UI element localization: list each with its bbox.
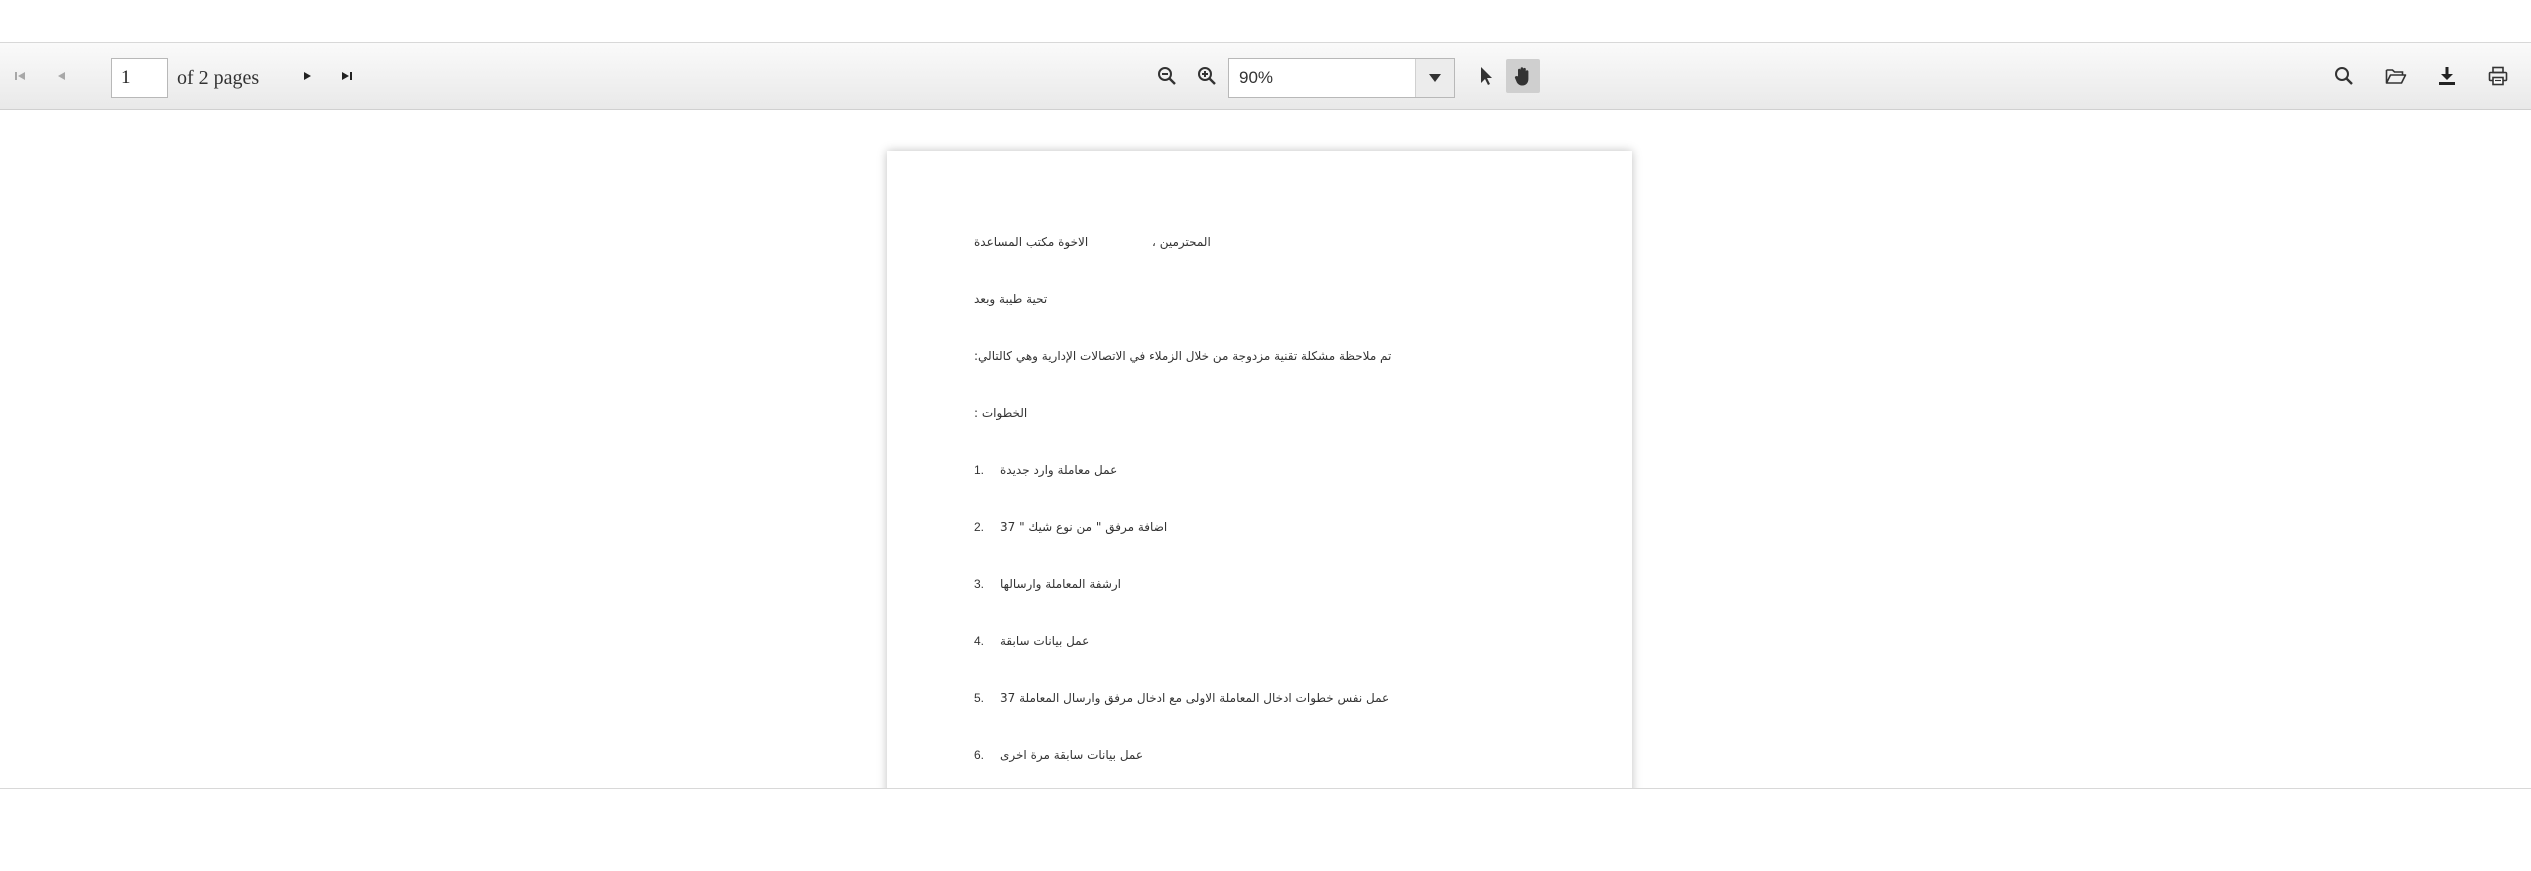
list-item: اضافة مرفق " من نوع شيك " 37 xyxy=(1000,520,1168,534)
greeting-right: المحترمين ، xyxy=(1152,235,1211,249)
zoom-value: 90% xyxy=(1239,68,1274,87)
last-page-icon xyxy=(340,69,354,83)
list-item: عمل بيانات سابقة xyxy=(1000,634,1090,648)
open-file-button[interactable] xyxy=(2379,59,2413,93)
next-page-button[interactable] xyxy=(290,59,324,93)
pointer-icon xyxy=(1478,66,1494,86)
list-item-number: 2. xyxy=(974,520,985,534)
pdf-viewer xyxy=(0,42,2531,789)
list-item-number: 6. xyxy=(974,748,985,762)
select-tool-button[interactable] xyxy=(1469,59,1503,93)
steps-heading: الخطوات : xyxy=(974,406,1028,420)
salutation: تحية طيبة وبعد xyxy=(974,292,1048,306)
list-item-number: 1. xyxy=(974,463,985,477)
pdf-page xyxy=(887,151,1632,789)
list-item: عمل نفس خطوات ادخال المعاملة الاولى مع ادخال مرفق وارسال المعاملة 37 xyxy=(1000,691,1390,705)
zoom-select[interactable] xyxy=(1228,58,1455,98)
next-page-icon xyxy=(300,69,314,83)
zoom-in-icon xyxy=(1197,66,1217,86)
folder-open-icon xyxy=(2385,67,2407,85)
search-icon xyxy=(2334,66,2354,86)
list-item: عمل معاملة وارد جديدة xyxy=(1000,463,1118,477)
pdf-toolbar xyxy=(0,43,2531,110)
print-icon xyxy=(2488,66,2508,86)
download-icon xyxy=(2437,66,2457,86)
first-page-button[interactable] xyxy=(3,59,37,93)
list-item-number: 3. xyxy=(974,577,985,591)
page-count-label: of 2 pages xyxy=(177,67,260,89)
download-button[interactable] xyxy=(2430,59,2464,93)
list-item: ارشفة المعاملة وارسالها xyxy=(1000,577,1122,591)
chevron-down-icon[interactable] xyxy=(1415,59,1454,97)
zoom-out-button[interactable] xyxy=(1150,59,1184,93)
greeting-left: الاخوة مكتب المساعدة xyxy=(974,235,1089,249)
last-page-button[interactable] xyxy=(330,59,364,93)
print-button[interactable] xyxy=(2481,59,2515,93)
list-item: عمل بيانات سابقة مرة اخرى xyxy=(1000,748,1144,762)
intro-paragraph: تم ملاحظة مشكلة تقنية مزدوجة من خلال الزملاء في الاتصالات الإدارية وهي كالتالي: xyxy=(974,349,1392,363)
first-page-icon xyxy=(13,69,27,83)
search-button[interactable] xyxy=(2327,59,2361,93)
hand-icon xyxy=(1512,65,1534,87)
zoom-out-icon xyxy=(1157,66,1177,86)
hand-tool-button[interactable] xyxy=(1506,59,1540,93)
zoom-in-button[interactable] xyxy=(1190,59,1224,93)
list-item-number: 4. xyxy=(974,634,985,648)
list-item-number: 5. xyxy=(974,691,985,705)
document-area[interactable] xyxy=(0,110,2531,789)
previous-page-button[interactable] xyxy=(45,59,79,93)
previous-page-icon xyxy=(55,69,69,83)
page-number-input[interactable]: 1 xyxy=(111,58,168,98)
